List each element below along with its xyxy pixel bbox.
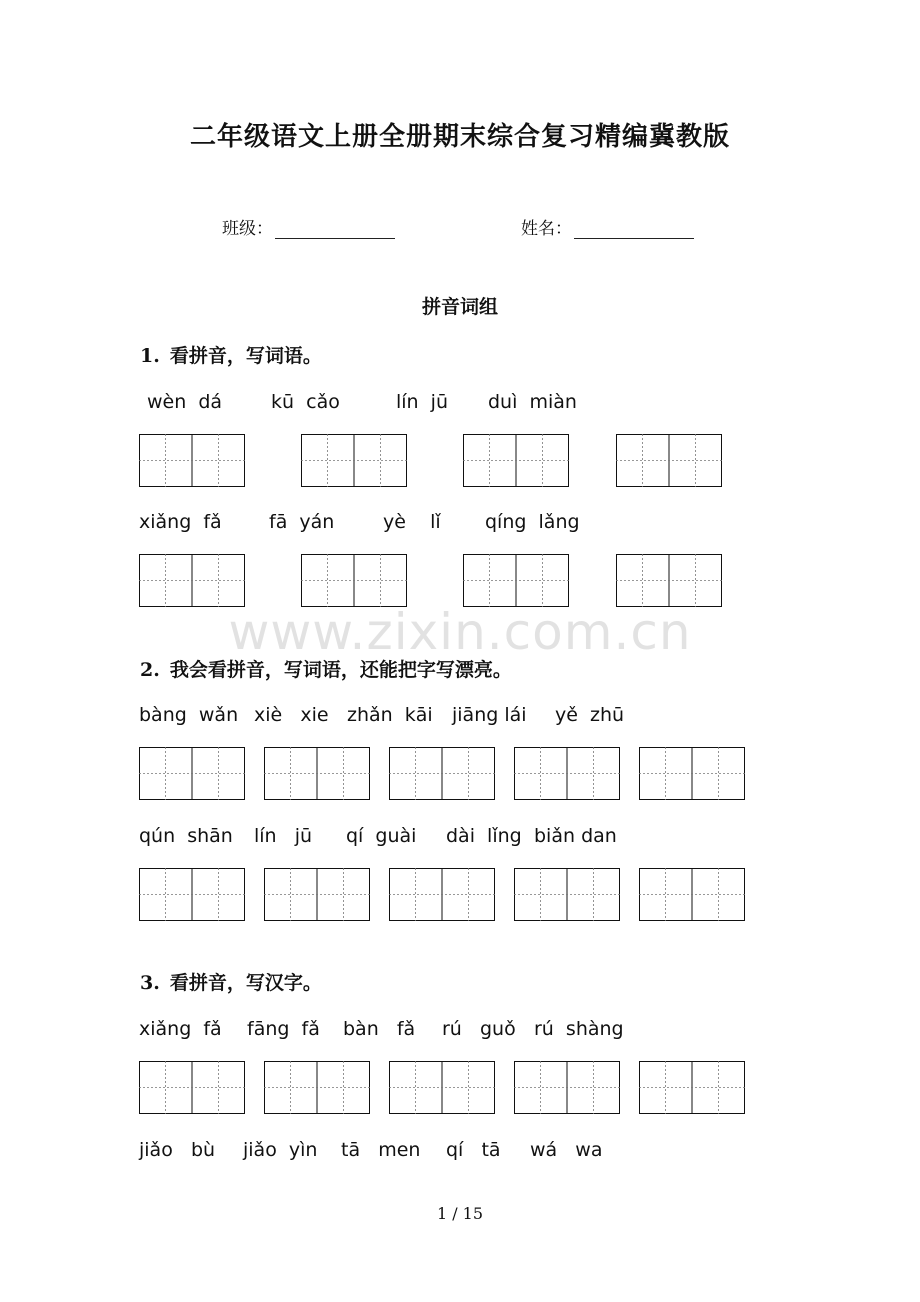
pinyin-label: dài lǐng <box>446 825 522 847</box>
pinyin-label: fā yán <box>269 511 335 533</box>
section-title: 拼音词组 <box>421 296 498 318</box>
writing-grid[interactable] <box>514 747 620 800</box>
writing-grid[interactable] <box>463 434 569 487</box>
class-blank[interactable] <box>275 220 395 239</box>
pinyin-label: yě zhū <box>555 704 625 726</box>
page-number: 1 / 15 <box>436 1204 484 1223</box>
question-number: 2. <box>140 659 160 681</box>
pinyin-label: wèn dá <box>147 391 223 413</box>
writing-grid[interactable] <box>139 868 245 921</box>
writing-grid[interactable] <box>389 868 495 921</box>
name-field <box>521 214 694 239</box>
writing-grid[interactable] <box>264 868 370 921</box>
pinyin-label: biǎn dan <box>534 825 617 847</box>
pinyin-label: bàng wǎn <box>139 704 239 726</box>
writing-grid[interactable] <box>639 747 745 800</box>
pinyin-label: rú shàng <box>534 1018 624 1040</box>
writing-grid[interactable] <box>514 868 620 921</box>
writing-grid[interactable] <box>301 554 407 607</box>
pinyin-label: zhǎn kāi <box>347 704 433 726</box>
writing-grid[interactable] <box>139 1061 245 1114</box>
class-field <box>222 214 395 239</box>
pinyin-label: jiǎo bù <box>139 1139 216 1161</box>
pinyin-label: rú guǒ <box>442 1018 516 1040</box>
class-label: 班级： <box>222 219 273 239</box>
question-2 <box>140 655 512 682</box>
pinyin-label: duì miàn <box>488 391 577 413</box>
worksheet-title: 二年级语文上册全册期末综合复习精编冀教版 <box>189 122 730 152</box>
question-number: 3. <box>140 972 160 994</box>
writing-grid[interactable] <box>389 1061 495 1114</box>
name-blank[interactable] <box>574 220 694 239</box>
writing-grid[interactable] <box>264 1061 370 1114</box>
pinyin-label: bàn fǎ <box>343 1018 416 1040</box>
writing-grid[interactable] <box>389 747 495 800</box>
pinyin-label: qún shān <box>139 825 233 847</box>
writing-grid[interactable] <box>639 1061 745 1114</box>
pinyin-label: kū cǎo <box>271 391 340 413</box>
pinyin-label: wá wa <box>530 1139 603 1161</box>
question-3 <box>140 968 322 995</box>
pinyin-label: tā men <box>341 1139 421 1161</box>
writing-grid[interactable] <box>301 434 407 487</box>
question-text: 我会看拼音，写词语，还能把字写漂亮。 <box>169 659 512 681</box>
writing-grid[interactable] <box>616 554 722 607</box>
question-1 <box>140 341 322 368</box>
pinyin-label: lín jū <box>396 391 448 413</box>
writing-grid[interactable] <box>639 868 745 921</box>
pinyin-label: jiǎo yìn <box>243 1139 318 1161</box>
pinyin-label: yè lǐ <box>383 511 441 533</box>
question-text: 看拼音，写汉字。 <box>169 972 322 994</box>
writing-grid[interactable] <box>139 747 245 800</box>
pinyin-label: qí tā <box>446 1139 501 1161</box>
pinyin-label: xiǎng fǎ <box>139 1018 222 1040</box>
question-number: 1. <box>140 345 160 367</box>
pinyin-label: xiǎng fǎ <box>139 511 222 533</box>
pinyin-label: lín jū <box>254 825 313 847</box>
writing-grid[interactable] <box>139 434 245 487</box>
pinyin-label: jiāng lái <box>452 704 527 726</box>
question-text: 看拼音，写词语。 <box>169 345 322 367</box>
watermark: www.zixin.com.cn <box>228 603 692 661</box>
writing-grid[interactable] <box>139 554 245 607</box>
pinyin-label: qí guài <box>346 825 417 847</box>
pinyin-label: qíng lǎng <box>485 511 580 533</box>
pinyin-label: fāng fǎ <box>247 1018 320 1040</box>
writing-grid[interactable] <box>463 554 569 607</box>
writing-grid[interactable] <box>514 1061 620 1114</box>
writing-grid[interactable] <box>616 434 722 487</box>
name-label: 姓名： <box>521 219 572 239</box>
writing-grid[interactable] <box>264 747 370 800</box>
pinyin-label: xiè xie <box>254 704 329 726</box>
